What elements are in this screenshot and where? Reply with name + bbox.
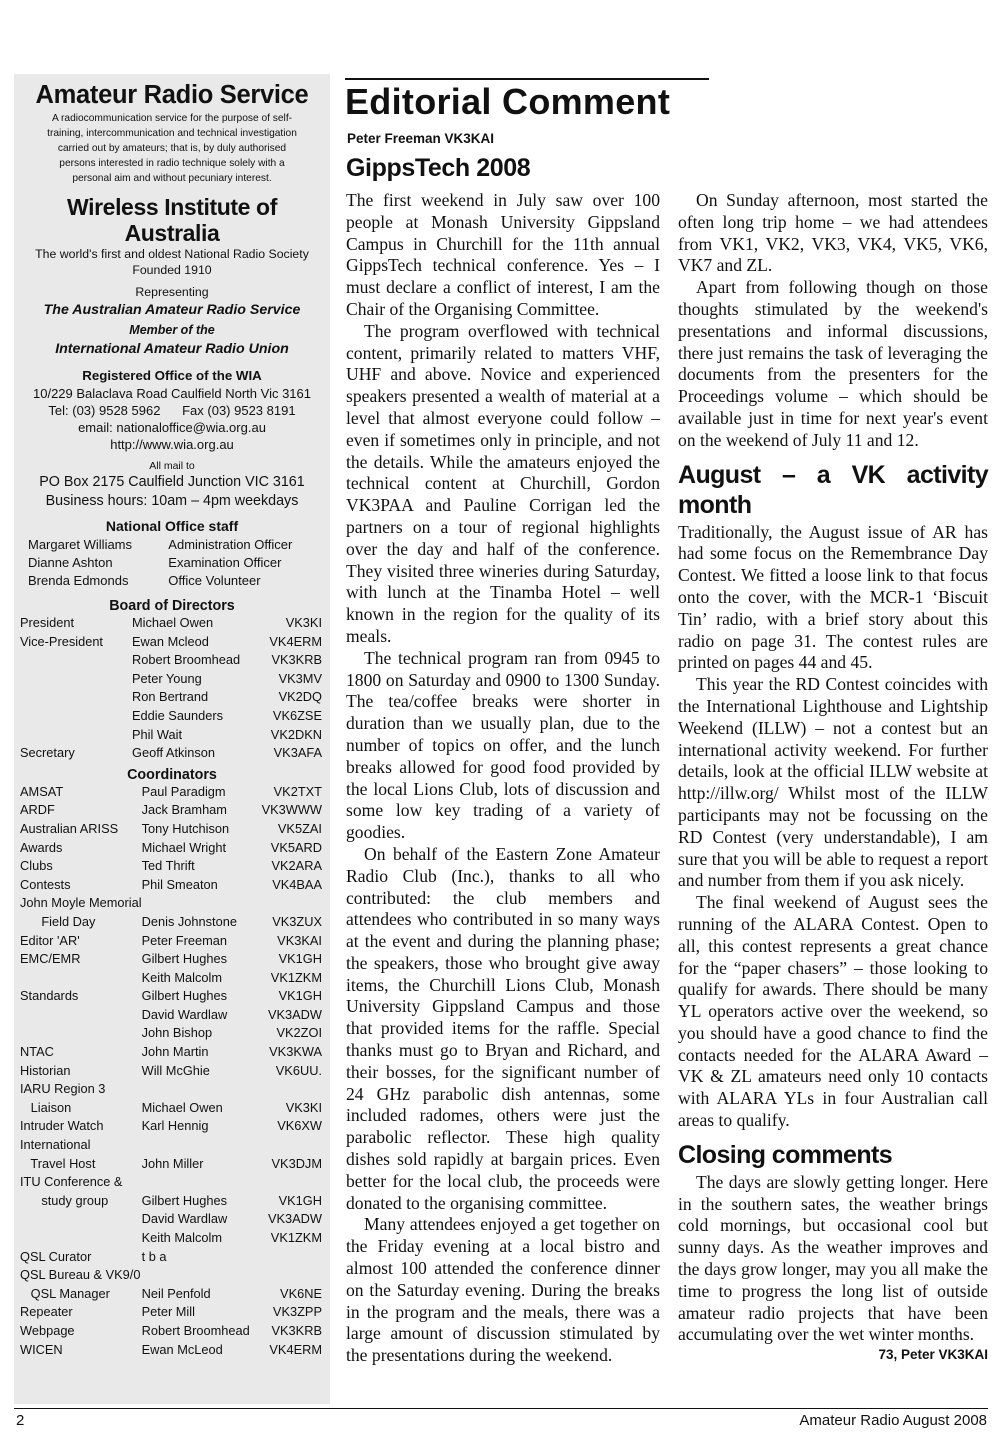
magazine-issue: Amateur Radio August 2008 — [799, 1412, 987, 1429]
author-byline: Peter Freeman VK3KAI — [347, 131, 495, 146]
po-box: PO Box 2175 Caulfield Junction VIC 3161 — [39, 474, 305, 490]
person-name: Eddie Saunders — [132, 707, 224, 723]
callsign: VK3KWA — [269, 1044, 322, 1060]
union-name: International Amateur Radio Union — [55, 341, 289, 357]
callsign: VK4BAA — [272, 876, 322, 892]
callsign: VK1GH — [278, 988, 322, 1004]
position-label: EMC/EMR — [20, 951, 81, 967]
paragraph: Apart from following though on those thoughts stimulated by the weekend's presentations and informal discussions, there just remains the task of leveraging the documents from the presenters for the Proceedings volume – which should be available just in time for next year's event on the weekend of July 11 and 12. — [678, 277, 988, 450]
directory-row — [20, 913, 324, 932]
callsign — [262, 1080, 324, 1099]
person-name: John Bishop — [141, 1025, 213, 1041]
callsign — [262, 1136, 324, 1155]
person-name: Geoff Atkinson — [132, 745, 215, 761]
directory-row — [20, 1173, 324, 1192]
staff-row — [20, 536, 324, 554]
staff-name: Dianne Ashton — [28, 555, 113, 570]
person-name — [142, 1173, 262, 1192]
callsign: VK2ARA — [271, 858, 322, 874]
callsign: VK2TXT — [273, 783, 322, 799]
directory-row — [20, 783, 324, 802]
directory-row — [20, 1136, 324, 1155]
position-label: QSL Manager — [20, 1285, 110, 1301]
office-website: http://www.wia.org.au — [110, 437, 234, 452]
position-label: Vice-President — [20, 633, 103, 649]
directory-row — [20, 1062, 324, 1081]
directory-row — [20, 801, 324, 820]
article-heading: GippsTech 2008 — [346, 154, 531, 182]
position-label: IARU Region 3 — [20, 1081, 106, 1097]
staff-role: Office Volunteer — [168, 573, 261, 588]
callsign: VK6NE — [280, 1285, 322, 1301]
position-label — [20, 651, 132, 670]
position-label: Historian — [20, 1062, 71, 1078]
callsign: VK1ZKM — [270, 969, 322, 985]
editorial-column-2 — [678, 190, 988, 1364]
position-label: QSL Curator — [20, 1248, 92, 1264]
position-label — [20, 1229, 142, 1248]
position-label: WICEN — [20, 1341, 63, 1357]
person-name: Jack Bramham — [141, 802, 227, 818]
directory-row — [20, 857, 324, 876]
callsign: VK3ADW — [267, 1211, 322, 1227]
wia-founded: Founded 1910 — [132, 263, 212, 277]
callsign: VK3AFA — [273, 745, 322, 761]
person-name: Ted Thrift — [141, 858, 195, 874]
callsign: VK4ERM — [269, 633, 322, 649]
callsign: VK3KRB — [271, 1322, 322, 1338]
directory-row — [20, 1080, 324, 1099]
office-address: 10/229 Balaclava Road Caulfield North Vic 3161 — [33, 386, 311, 401]
paragraph: On Sunday afternoon, most started the often long trip home – we had attendees from VK1, VK2, VK3, VK4, VK5, VK6, VK7 and ZL. — [678, 190, 988, 276]
position-label — [20, 969, 142, 988]
person-name: Gilbert Hughes — [141, 951, 227, 967]
description-line: carried out by amateurs; that is, by duly authorised — [57, 143, 287, 154]
person-name: Michael Owen — [132, 615, 214, 630]
person-name: Ewan McLeod — [141, 1341, 223, 1357]
mail-label: All mail to — [149, 460, 195, 472]
position-label: Contests — [20, 876, 71, 892]
callsign: VK1ZKM — [270, 1230, 322, 1245]
callsign: VK2DKN — [270, 726, 322, 742]
paragraph: The final weekend of August sees the running of the ALARA Contest. Open to all, this contest represents a great chance for the “paper chasers” – those looking to qualify for awards. There should be many YL operators active over the weekend, so you should have a good chance to find the contacts needed for the ALARA Award – VK & ZL amateurs need only 10 contacts with ALARA YLs in four Australian call areas to qualify. — [678, 892, 988, 1131]
position-label — [20, 670, 132, 689]
sidebar-title: Amateur Radio Service — [35, 81, 309, 109]
directory-row — [20, 1099, 324, 1118]
position-label: study group — [20, 1192, 109, 1208]
directory-row — [20, 876, 324, 895]
person-name: Phil Smeaton — [141, 876, 218, 892]
person-name: Tony Hutchison — [141, 820, 230, 836]
member-of-label: Member of the — [129, 323, 215, 337]
directory-row — [20, 1303, 324, 1322]
person-name — [142, 894, 262, 913]
person-name: Phil Wait — [132, 726, 183, 742]
position-label: Standards — [20, 988, 79, 1004]
person-name: Keith Malcolm — [141, 1230, 222, 1245]
person-name: David Wardlaw — [141, 1211, 228, 1227]
signoff: 73, Peter VK3KAI — [878, 1347, 988, 1363]
person-name: Gilbert Hughes — [141, 988, 227, 1004]
directory-row — [20, 950, 324, 969]
position-label: NTAC — [20, 1044, 54, 1060]
person-name: Paul Paradigm — [141, 783, 226, 799]
position-label: Liaison — [20, 1099, 72, 1115]
person-name: Gilbert Hughes — [141, 1192, 227, 1208]
position-label — [20, 726, 132, 745]
position-label: Field Day — [20, 913, 96, 929]
person-name: Karl Hennig — [141, 1118, 209, 1134]
person-name — [142, 1266, 262, 1285]
directory-row — [20, 987, 324, 1006]
paragraph: This year the RD Contest coincides with the International Lighthouse and Lightship Weekend (ILLW) – not a contest but an international activity weekend. For further details, look at the official ILLW website at http://illw.org/ Whilst most of the ILLW participants may not be focussing on the RD Contest (very understandable), I am sure that you will be able to request a report and number from them if you ask nicely. — [678, 674, 988, 891]
position-label: QSL Bureau & VK9/0 — [20, 1267, 141, 1283]
callsign — [262, 1266, 324, 1285]
person-name: Neil Penfold — [141, 1285, 211, 1301]
position-label: Intruder Watch — [20, 1118, 104, 1134]
position-label: John Moyle Memorial — [20, 895, 142, 911]
directory-row — [20, 744, 324, 763]
callsign: VK3DJM — [271, 1155, 322, 1171]
directory-row — [20, 707, 324, 726]
directory-row — [20, 614, 324, 633]
callsign: VK4ERM — [269, 1341, 322, 1357]
editorial-title: Editorial Comment — [345, 78, 709, 122]
position-label: AMSAT — [20, 783, 64, 799]
callsign: VK6XW — [277, 1118, 322, 1134]
staff-row — [20, 554, 324, 572]
callsign: VK3WWW — [261, 802, 322, 818]
person-name: David Wardlaw — [141, 1006, 228, 1022]
directory-row — [20, 1117, 324, 1136]
paragraph: Many attendees enjoyed a get together on the Friday evening at a local bistro and almost 100 attended the conference dinner on the Saturday evening. During the breaks in the program and the meals, there was a large amount of discussion stimulated by the presentations during the weekend. — [346, 1214, 660, 1366]
staff-row — [20, 572, 324, 590]
section-heading: August – a VK activity month — [678, 460, 988, 519]
callsign: VK3ZPP — [272, 1304, 322, 1320]
directory-row — [20, 969, 324, 988]
position-label: Clubs — [20, 858, 53, 874]
coordinators-table — [20, 783, 324, 1359]
directory-row — [20, 894, 324, 913]
section-heading: Closing comments — [678, 1140, 893, 1169]
paragraph: The program overflowed with technical content, primarily related to matters VHF, UHF and above. Novice and experienced speakers presented a wealth of material at a level that almost everyone could follow – even if sometimes only in principle, and not the details. While the amateurs enjoyed the technical content at Churchill, Gordon VK3PAA and Pauline Corrigan led the partners on a tour of regional highlights over the day and half of the conference. They visited three wineries during Saturday, with lunch at the Tinamba Hotel – well known in the region for the quality of its meals. — [346, 320, 660, 646]
office-phone: Tel: (03) 9528 5962 Fax (03) 9523 8191 — [48, 403, 296, 418]
person-name: Ron Bertrand — [132, 689, 209, 705]
person-name — [142, 1080, 262, 1099]
wia-info-sidebar — [14, 74, 330, 1404]
directory-row — [20, 1024, 324, 1043]
callsign: VK6ZSE — [272, 707, 322, 723]
position-label — [20, 1210, 142, 1229]
directory-row — [20, 1322, 324, 1341]
description-line: A radiocommunication service for the purpose of self- — [51, 113, 293, 124]
callsign: VK3KRB — [271, 652, 322, 668]
callsign: VK3MV — [278, 670, 322, 686]
position-label: Awards — [20, 839, 63, 855]
position-label: Australian ARISS — [20, 820, 119, 836]
callsign: VK3ADW — [267, 1006, 322, 1022]
position-label: International — [20, 1137, 91, 1153]
callsign — [262, 894, 324, 913]
person-name: Michael Owen — [141, 1099, 223, 1115]
directory-row — [20, 726, 324, 745]
person-name: John Martin — [141, 1044, 209, 1060]
position-label: Editor 'AR' — [20, 932, 80, 948]
person-name: Peter Freeman — [141, 932, 227, 948]
staff-name: Margaret Williams — [28, 537, 133, 552]
person-name: Peter Mill — [141, 1304, 195, 1320]
paragraph: The days are slowly getting longer. Here in the southern sates, the weather brings cold mornings, but occasional cool but sunny days. As the weather improves and the days grow longer, may you all make the time to progress the long list of outside amateur radio projects that have been accumulating over the wet winter months. — [678, 1171, 988, 1345]
person-name: Robert Broomhead — [132, 652, 241, 668]
callsign: VK1GH — [278, 1192, 322, 1208]
position-label: ITU Conference & — [20, 1174, 123, 1190]
position-label — [20, 707, 132, 726]
directory-row — [20, 820, 324, 839]
position-label — [20, 1024, 142, 1043]
person-name: Denis Johnstone — [141, 913, 237, 929]
position-label: ARDF — [20, 802, 55, 818]
directory-row — [20, 1192, 324, 1211]
person-name — [142, 1136, 262, 1155]
staff-name: Brenda Edmonds — [28, 573, 129, 588]
callsign: VK5ZAI — [277, 820, 322, 836]
description-line: training, intercommunication and technical investigation — [47, 128, 297, 139]
directory-row — [20, 1006, 324, 1025]
office-heading: Registered Office of the WIA — [82, 368, 262, 383]
callsign: VK2ZOI — [276, 1025, 322, 1041]
callsign: VK5ARD — [270, 839, 322, 855]
directory-row — [20, 1266, 324, 1285]
position-label — [20, 688, 132, 707]
staff-table — [20, 536, 324, 590]
directory-row — [20, 651, 324, 670]
callsign: VK6UU. — [275, 1062, 322, 1078]
person-name: Will McGhie — [141, 1062, 210, 1078]
callsign: VK3KI — [285, 1099, 322, 1115]
directory-row — [20, 1043, 324, 1062]
callsign: VK3ZUX — [272, 913, 322, 929]
board-heading: Board of Directors — [109, 598, 235, 614]
directory-row — [20, 688, 324, 707]
office-email: email: nationaloffice@wia.org.au — [78, 420, 266, 435]
wia-title: Wireless Institute of Australia — [67, 194, 277, 246]
position-label: President — [20, 615, 75, 630]
person-name: John Miller — [141, 1155, 204, 1171]
callsign: VK3KI — [285, 615, 322, 630]
position-label: Secretary — [20, 745, 75, 761]
description-line: personal aim and without pecuniary interest. — [72, 173, 272, 184]
directory-row — [20, 1285, 324, 1304]
paragraph: The technical program ran from 0945 to 1800 on Saturday and 0900 to 1300 Sunday. The tea/coffee breaks were shorter in duration than we usually plan, due to the number of topics on offer, and the lunch breaks allowed for good food provided by the local Lions Club, lots of discussion and some low key trading of a variety of goodies. — [346, 647, 660, 843]
paragraph: Traditionally, the August issue of AR has had some focus on the Remembrance Day Contest. We fitted a loose link to that focus onto the cover, with the MCR-1 ‘Biscuit Tin’ radio, with a brief story about this radio on page 31. The contest rules are printed on pages 44 and 45. — [678, 521, 988, 673]
footer-rule — [14, 1408, 988, 1409]
directory-row — [20, 839, 324, 858]
person-name: t b a — [141, 1248, 167, 1264]
directory-row — [20, 932, 324, 951]
service-description — [20, 111, 324, 186]
wia-tagline: The world's first and oldest National Radio Society — [35, 247, 309, 261]
business-hours: Business hours: 10am – 4pm weekdays — [45, 493, 299, 509]
coordinators-heading: Coordinators — [127, 766, 217, 783]
staff-role: Administration Officer — [168, 537, 293, 552]
description-line: persons interested in radio technique solely with a — [59, 158, 285, 169]
directory-row — [20, 1155, 324, 1174]
person-name: Keith Malcolm — [141, 969, 222, 985]
directory-row — [20, 1210, 324, 1229]
paragraph: The first weekend in July saw over 100 people at Monash University Gippsland Campus in Churchill for the 11th annual GippsTech technical conference. Yes – I must declare a conflict of interest, I am the Chair of the Organising Committee. — [346, 190, 660, 319]
staff-role: Examination Officer — [168, 555, 282, 570]
callsign — [262, 1173, 324, 1192]
position-label: Travel Host — [20, 1155, 96, 1171]
representing-label: Representing — [135, 285, 209, 299]
position-label: Webpage — [20, 1322, 75, 1338]
callsign: VK2DQ — [278, 689, 322, 705]
editorial-column-1 — [346, 190, 660, 1367]
position-label — [20, 1006, 142, 1025]
callsign: VK3KAI — [277, 932, 322, 948]
directory-row — [20, 1229, 324, 1248]
callsign — [262, 1248, 324, 1267]
paragraph: On behalf of the Eastern Zone Amateur Radio Club (Inc.), thanks to all who contributed: the club members and attendees who contributed in so many ways at the event and during the planning phase; the speakers, those who brought give away items, the Churchill Lions Club, Monash University Gippsland Campus and those that provided items for the raffle. Special thanks must go to Bryan and Richard, and their bosses, for the significant number of 24 GHz parabolic dish antennas, some included radomes, others were just the parabolic reflector. These high quality dishes sold rapidly at bargain prices. Even better for the local club, the proceeds were donated to the organising committee. — [346, 843, 660, 1213]
person-name: Peter Young — [132, 670, 202, 686]
board-table — [20, 614, 324, 763]
staff-heading: National Office staff — [105, 518, 239, 534]
person-name: Michael Wright — [141, 839, 227, 855]
directory-row — [20, 1341, 324, 1360]
page-number: 2 — [16, 1412, 25, 1429]
callsign: VK1GH — [278, 951, 322, 967]
directory-row — [20, 1248, 324, 1267]
directory-row — [20, 633, 324, 652]
directory-row — [20, 670, 324, 689]
position-label: Repeater — [20, 1304, 73, 1320]
service-name: The Australian Amateur Radio Service — [43, 302, 301, 318]
person-name: Ewan Mcleod — [132, 633, 209, 649]
person-name: Robert Broomhead — [141, 1322, 250, 1338]
